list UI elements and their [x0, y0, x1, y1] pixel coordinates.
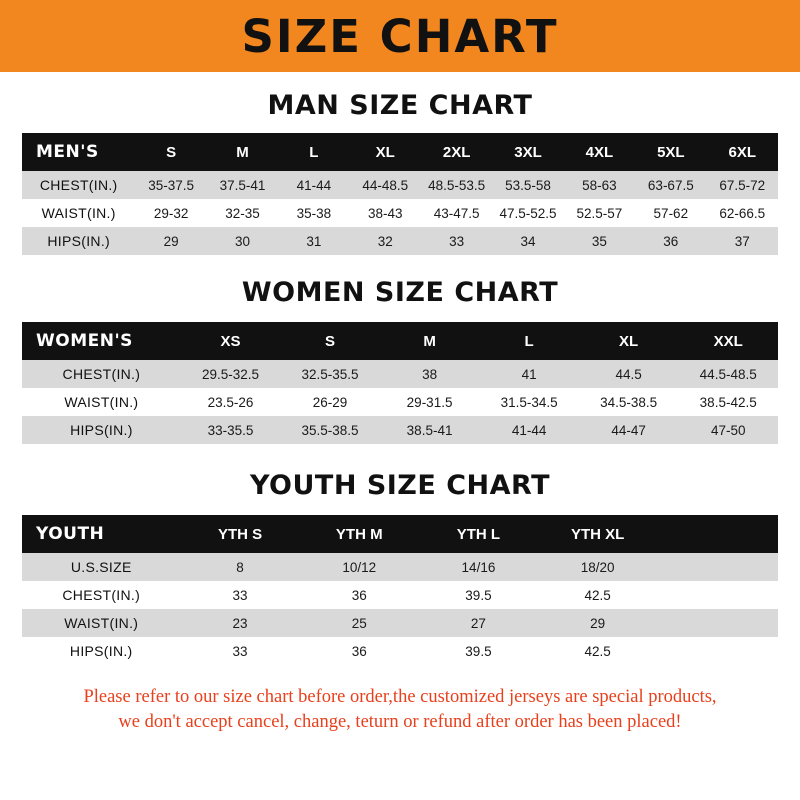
women-row-0-cell-0: 29.5-32.5 [201, 366, 260, 382]
man-header-cell-7: 4XL [585, 143, 614, 161]
youth-row-2-cell-1: 25 [351, 615, 367, 631]
women-row-1-cell-0: 23.5-26 [207, 394, 254, 410]
women-header-cell-5: XL [619, 332, 639, 350]
youth-row-1-cell-3: 42.5 [584, 587, 611, 603]
order-notice-line-1: Please refer to our size chart before order,the customized jerseys are special products, [83, 687, 717, 707]
youth-row-1-cell-1: 36 [351, 587, 367, 603]
women-header-cell-2: S [325, 332, 336, 350]
man-header-cell-4: XL [375, 143, 395, 161]
page-title: SIZE CHART [241, 9, 559, 63]
youth-row-3-cell-4 [657, 637, 778, 665]
youth-row-2-cell-3: 29 [590, 615, 606, 631]
man-row-2-cell-3: 32 [377, 233, 393, 249]
youth-row-0-cell-0: 8 [236, 559, 244, 575]
women-row-2-cell-5: 47-50 [710, 422, 746, 438]
youth-header-cell-0: YOUTH [36, 524, 105, 544]
man-header-cell-8: 5XL [657, 143, 685, 161]
man-row-2-label: HIPS(IN.) [47, 233, 110, 249]
youth-row-2-cell-0: 23 [232, 615, 248, 631]
youth-header-cell-1: YTH S [217, 525, 263, 543]
man-row-0-cell-3: 44-48.5 [362, 177, 409, 193]
man-header-cell-6: 3XL [514, 143, 542, 161]
youth-table-body [22, 553, 778, 665]
man-row-1-cell-1: 32-35 [225, 205, 260, 221]
youth-row-0-cell-3: 18/20 [580, 559, 615, 575]
women-row-2-cell-0: 33-35.5 [207, 422, 254, 438]
women-row-1-cell-1: 26-29 [312, 394, 348, 410]
youth-table-header [22, 515, 778, 553]
man-section-title: MAN SIZE CHART [267, 90, 533, 121]
women-header-cell-1: XS [220, 332, 241, 350]
youth-row-2-label: WAIST(IN.) [64, 615, 139, 631]
man-header-cell-5: 2XL [442, 143, 471, 161]
man-row-0-cell-1: 37.5-41 [219, 177, 266, 193]
order-notice [22, 685, 778, 735]
women-row-0-cell-2: 38 [422, 366, 438, 382]
man-header-cell-0: MEN'S [36, 142, 99, 162]
man-row-0-label: CHEST(IN.) [39, 177, 118, 193]
women-row-1-cell-2: 29-31.5 [406, 394, 453, 410]
women-header-cell-4: L [524, 332, 534, 350]
table-header-row [22, 133, 778, 171]
man-row-2-cell-5: 34 [520, 233, 536, 249]
man-row-0-cell-5: 53.5-58 [505, 177, 551, 193]
women-header-cell-3: M [423, 332, 436, 350]
man-header-cell-1: S [166, 143, 177, 161]
women-table-body [22, 360, 778, 444]
man-row-2-cell-4: 33 [449, 233, 465, 249]
youth-section-title: YOUTH SIZE CHART [249, 470, 551, 501]
order-notice-line-2: we don't accept cancel, change, teturn or refund after order has been placed! [118, 711, 682, 732]
table-row [22, 553, 778, 581]
youth-row-0-label: U.S.SIZE [70, 559, 132, 575]
women-row-0-cell-1: 32.5-35.5 [301, 366, 359, 382]
youth-row-0-cell-4 [657, 553, 778, 581]
women-row-0-label: CHEST(IN.) [62, 366, 141, 382]
man-row-1-cell-7: 57-62 [653, 205, 689, 221]
man-row-0-cell-2: 41-44 [296, 177, 332, 193]
man-row-0-cell-0: 35-37.5 [148, 177, 194, 193]
women-row-2-cell-1: 35.5-38.5 [301, 422, 359, 438]
man-row-1-cell-4: 43-47.5 [433, 205, 480, 221]
table-row [22, 637, 778, 665]
youth-header-cell-2: YTH M [335, 525, 383, 543]
man-header-cell-2: M [236, 143, 249, 161]
women-row-0-cell-4: 44.5 [615, 366, 642, 382]
women-header-cell-6: XXL [713, 332, 743, 350]
youth-row-1-cell-0: 33 [232, 587, 248, 603]
youth-row-2-cell-2: 27 [470, 615, 486, 631]
chart-content [0, 90, 800, 735]
youth-row-3-label: HIPS(IN.) [69, 643, 133, 659]
youth-row-3-cell-2: 39.5 [465, 643, 492, 659]
table-row [22, 171, 778, 199]
man-size-table [22, 133, 778, 255]
women-row-2-cell-3: 41-44 [511, 422, 547, 438]
youth-row-3-cell-0: 33 [232, 643, 248, 659]
youth-row-1-label: CHEST(IN.) [62, 587, 141, 603]
table-row [22, 199, 778, 227]
women-row-1-cell-3: 31.5-34.5 [500, 394, 558, 410]
women-size-table [22, 322, 778, 444]
table-header-row [22, 515, 778, 553]
women-row-1-cell-4: 34.5-38.5 [600, 394, 658, 410]
youth-row-1-cell-4 [657, 581, 778, 609]
man-row-1-cell-8: 62-66.5 [719, 205, 766, 221]
man-table-body [22, 171, 778, 255]
man-row-0-cell-6: 58-63 [582, 177, 617, 193]
youth-row-0-cell-1: 10/12 [342, 559, 377, 575]
man-row-2-cell-2: 31 [306, 233, 322, 249]
man-header-cell-3: L [309, 143, 319, 161]
youth-row-2-cell-4 [657, 609, 778, 637]
page-banner [0, 0, 800, 72]
man-header-cell-9: 6XL [728, 143, 757, 161]
man-row-2-cell-1: 30 [234, 233, 250, 249]
man-row-1-cell-6: 52.5-57 [576, 205, 623, 221]
youth-row-3-cell-1: 36 [351, 643, 367, 659]
women-row-2-cell-4: 44-47 [611, 422, 646, 438]
man-table-header [22, 133, 778, 171]
table-row [22, 388, 778, 416]
man-row-2-cell-7: 36 [663, 233, 679, 249]
man-row-1-cell-5: 47.5-52.5 [499, 205, 557, 221]
women-header-cell-0: WOMEN'S [36, 331, 133, 351]
youth-header-cell-4: YTH XL [570, 525, 625, 543]
man-row-2-cell-0: 29 [163, 233, 179, 249]
man-row-2-cell-8: 37 [734, 233, 750, 249]
women-row-2-label: HIPS(IN.) [70, 422, 133, 438]
man-row-1-cell-3: 38-43 [367, 205, 403, 221]
table-row [22, 416, 778, 444]
table-row [22, 227, 778, 255]
women-row-1-cell-5: 38.5-42.5 [699, 394, 757, 410]
man-row-0-cell-7: 63-67.5 [647, 177, 694, 193]
women-row-1-label: WAIST(IN.) [64, 394, 139, 410]
man-row-0-cell-8: 67.5-72 [719, 177, 766, 193]
man-row-2-cell-6: 35 [591, 233, 607, 249]
man-row-1-cell-2: 35-38 [296, 205, 332, 221]
youth-row-1-cell-2: 39.5 [465, 587, 492, 603]
table-row [22, 581, 778, 609]
man-row-0-cell-4: 48.5-53.5 [428, 177, 486, 193]
women-section-title: WOMEN SIZE CHART [241, 277, 559, 308]
youth-size-table [22, 515, 778, 665]
table-header-row [22, 322, 778, 360]
women-row-0-cell-5: 44.5-48.5 [699, 366, 757, 382]
women-row-2-cell-2: 38.5-41 [406, 422, 453, 438]
table-row [22, 609, 778, 637]
man-row-1-cell-0: 29-32 [153, 205, 189, 221]
table-row [22, 360, 778, 388]
youth-header-cell-3: YTH L [456, 525, 501, 543]
women-table-header [22, 322, 778, 360]
man-row-1-label: WAIST(IN.) [41, 205, 116, 221]
youth-header-cell-5 [657, 515, 778, 553]
youth-row-3-cell-3: 42.5 [584, 643, 611, 659]
youth-row-0-cell-2: 14/16 [461, 559, 496, 575]
women-row-0-cell-3: 41 [521, 366, 537, 382]
